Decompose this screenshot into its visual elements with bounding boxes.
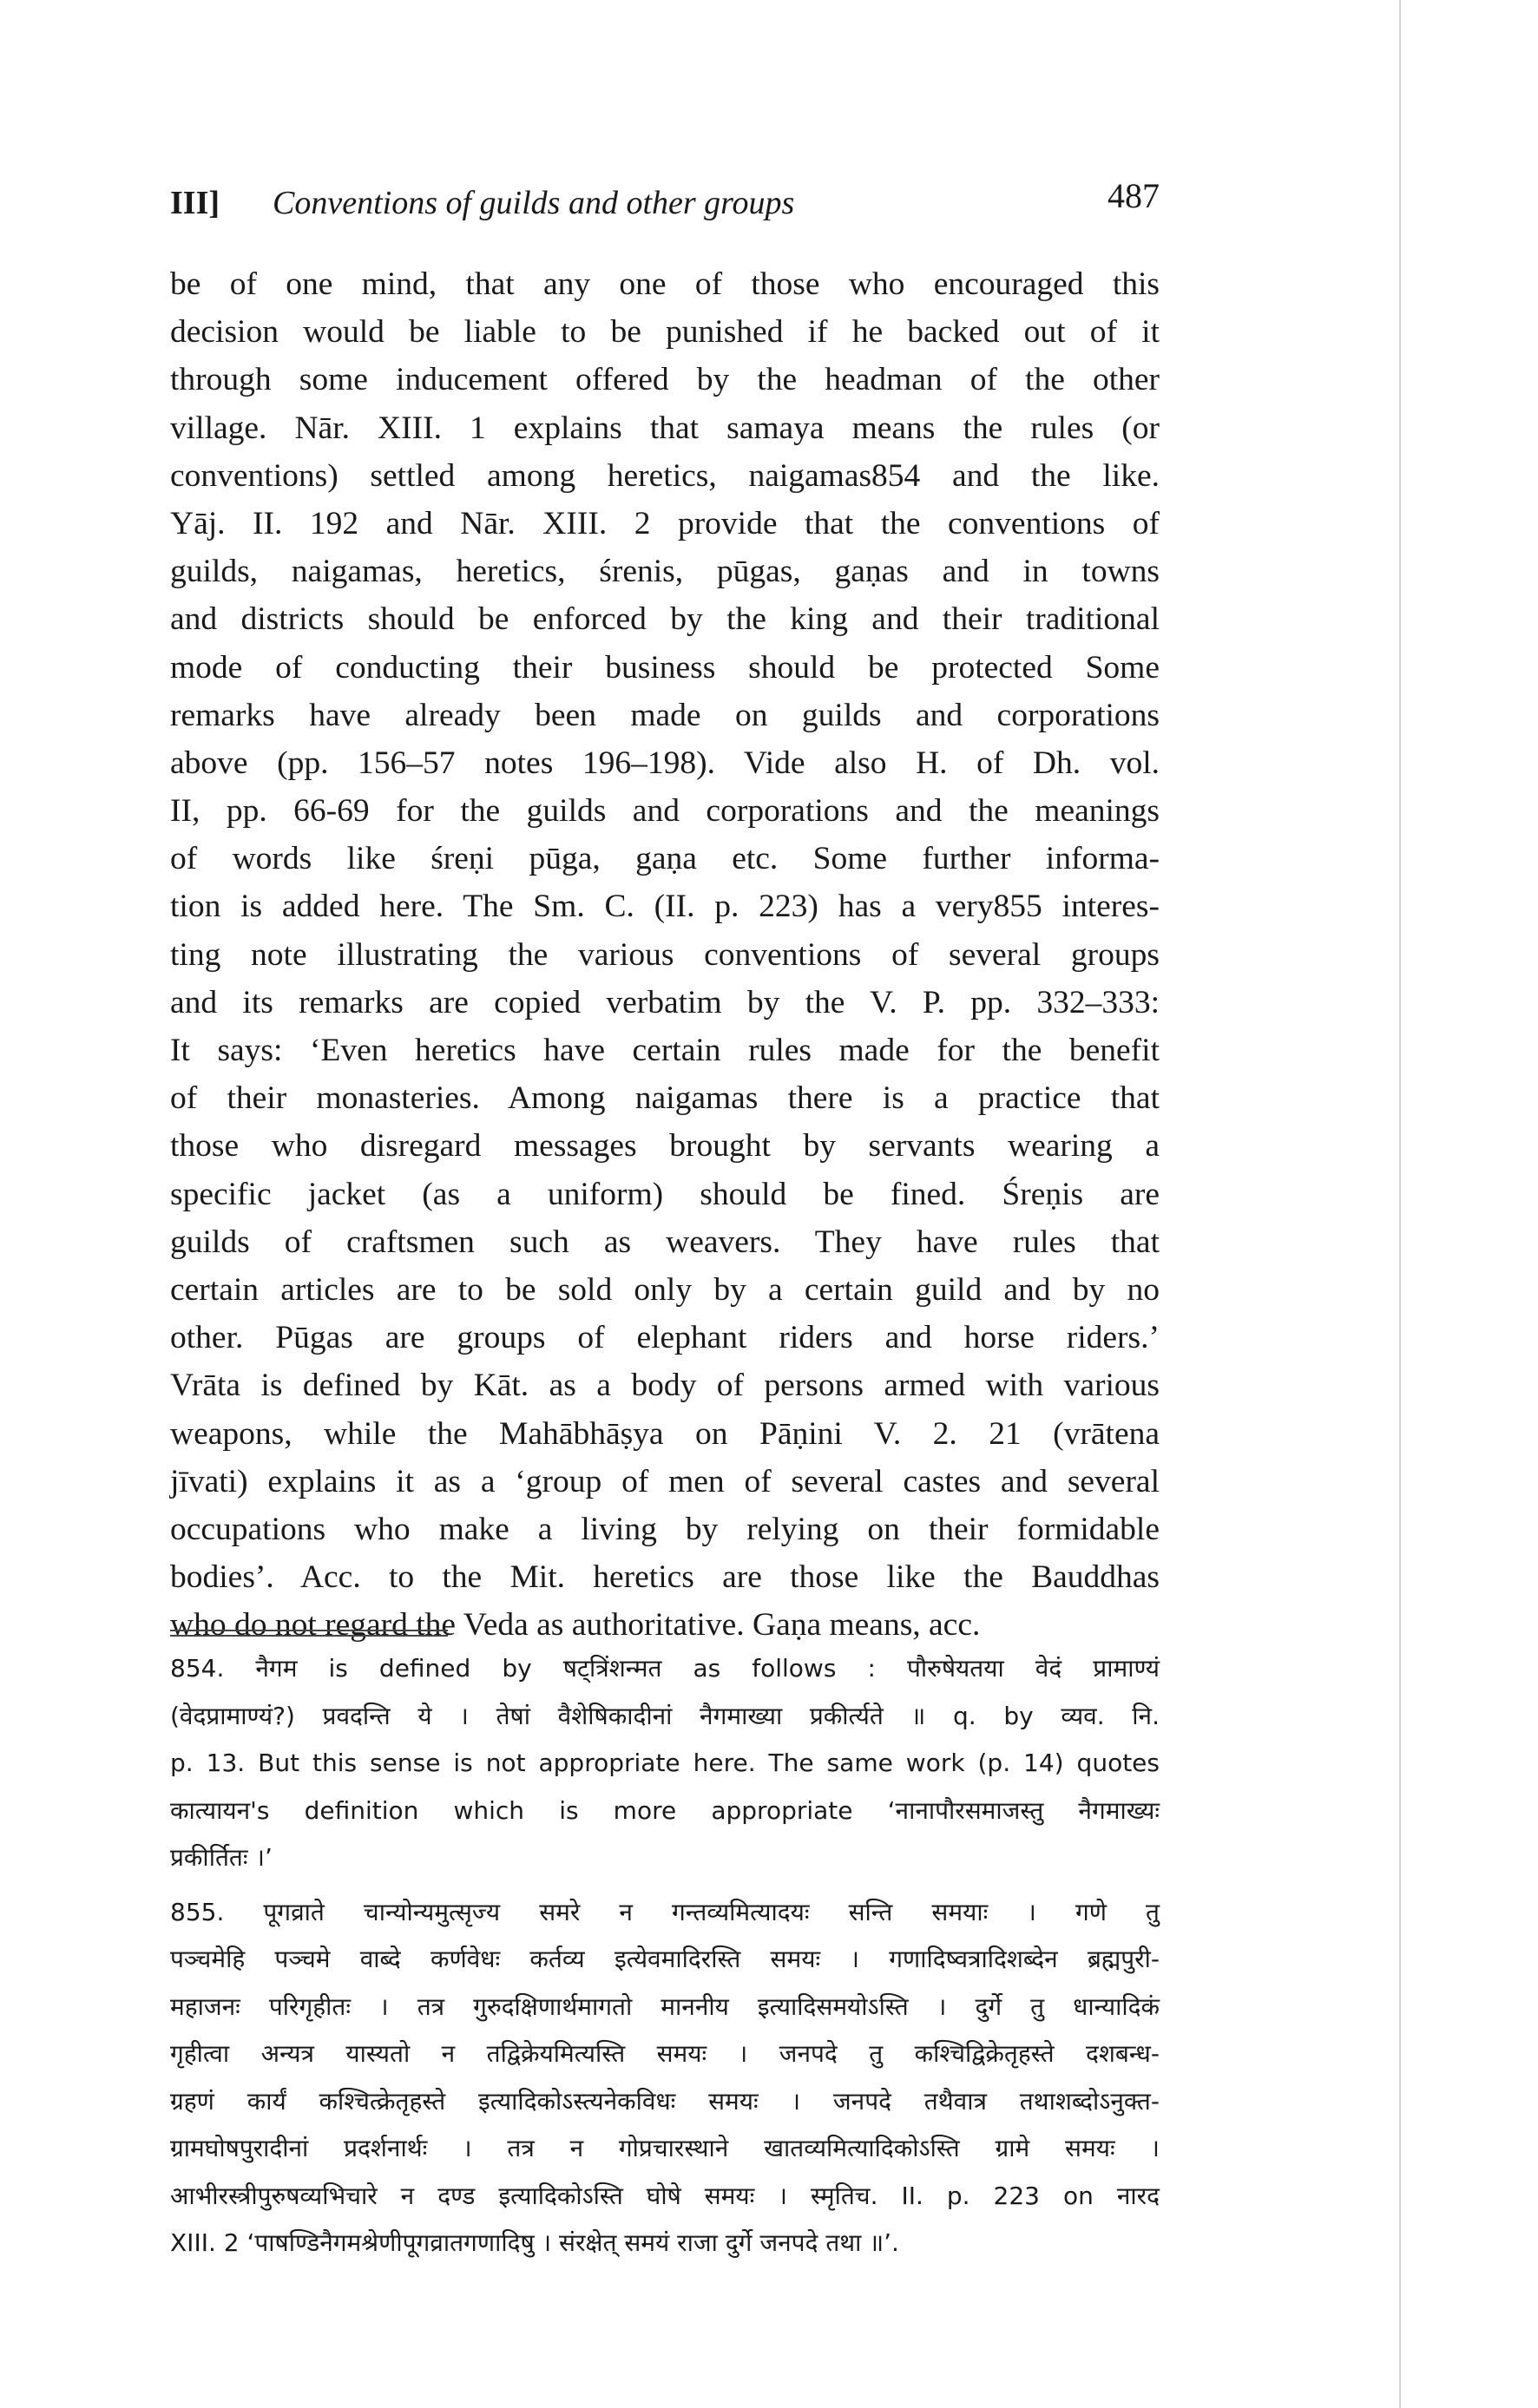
footnote-line: आभीरस्त्रीपुरुषव्यभिचारे न दण्ड इत्यादिकोऽस्ति घोषे समयः । स्मृतिच. II. p. 223 on नारद	[170, 2181, 1160, 2210]
body-line: II, pp. 66-69 for the guilds and corporations and the meanings	[170, 793, 1160, 830]
body-line: occupations who make a living by relying on their formidable	[170, 1511, 1160, 1547]
body-line: bodies’. Acc. to the Mit. heretics are those like the Bauddhas	[170, 1559, 1160, 1596]
body-line: It says: ‘Even heretics have certain rules made for the benefit	[170, 1033, 1160, 1068]
footnote-line: प्रकीर्तितः ।’	[170, 1843, 273, 1872]
body-line: of their monasteries. Among naigamas there is a practice that	[170, 1080, 1160, 1117]
body-line: certain articles are to be sold only by a certain guild and by no	[170, 1271, 1160, 1308]
body-line: specific jacket (as a uniform) should be fined. Śreṇis are	[170, 1176, 1160, 1212]
footnote-line: कात्यायन's definition which is more appropriate ‘नानापौरसमाजस्तु नैगमाख्यः	[170, 1795, 1160, 1825]
body-line: guilds, naigamas, heretics, śrenis, pūgas, gaṇas and in towns	[170, 554, 1160, 590]
body-line: be of one mind, that any one of those who encouraged this	[170, 266, 1160, 302]
body-line: decision would be liable to be punished if he backed out of it	[170, 314, 1160, 351]
body-line: of words like śreṇi pūga, gaṇa etc. Some further informa-	[170, 841, 1160, 877]
body-line: those who disregard messages brought by servants wearing a	[170, 1128, 1160, 1165]
body-line: conventions) settled among heretics, naigamas854 and the like.	[170, 457, 1160, 494]
body-line: guilds of craftsmen such as weavers. They have rules that	[170, 1224, 1160, 1260]
footnote-line: XIII. 2 ‘पाषण्डिनैगमश्रेणीपूगव्रातगणादिषु । संरक्षेत् समयं राजा दुर्गे जनपदे तथा ॥’.	[170, 2228, 899, 2257]
body-line: village. Nār. XIII. 1 explains that samaya means the rules (or	[170, 410, 1160, 446]
body-line: above (pp. 156–57 notes 196–198). Vide also H. of Dh. vol.	[170, 745, 1160, 781]
footnote-line: p. 13. But this sense is not appropriate here. The same work (p. 14) quotes	[170, 1749, 1160, 1777]
body-line: other. Pūgas are groups of elephant riders and horse riders.’	[170, 1320, 1160, 1356]
body-line: and districts should be enforced by the king and their traditional	[170, 601, 1160, 638]
section-number: III]	[170, 185, 220, 221]
footnote-line: पञ्चमेहि पञ्चमे वाब्दे कर्णवेधः कर्तव्य इत्येवमादिरस्ति समयः । गणादिष्वत्रादिशब्देन ब्रह्मपुरी-	[170, 1945, 1160, 1973]
body-line: mode of conducting their business should be protected Some	[170, 649, 1160, 686]
footnote-separator	[170, 1635, 448, 1637]
footnote-855	[170, 1889, 1160, 2267]
body-line: and its remarks are copied verbatim by the V. P. pp. 332–333:	[170, 984, 1160, 1020]
footnote-line: गृहीत्वा अन्यत्र यास्यतो न तद्विक्रेयमित्यस्ति समयः । जनपदे तु कश्चिद्विक्रेतृहस्ते दशबन्ध-	[170, 2039, 1160, 2068]
body-line: Vrāta is defined by Kāt. as a body of persons armed with various	[170, 1368, 1160, 1404]
body-line: who do not regard the Veda as authoritative. Gaṇa means, acc.	[170, 1607, 981, 1644]
footnotes	[170, 1645, 1160, 2267]
body-line: through some inducement offered by the headman of the other	[170, 362, 1160, 398]
body-line: jīvati) explains it as a ‘group of men of several castes and several	[170, 1463, 1160, 1499]
body-line: ting note illustrating the various conventions of several groups	[170, 936, 1160, 973]
body-line: Yāj. II. 192 and Nār. XIII. 2 provide that the conventions of	[170, 505, 1160, 541]
main-paragraph	[170, 260, 1160, 1649]
footnote-line: महाजनः परिगृहीतः । तत्र गुरुदक्षिणार्थमागतो माननीय इत्यादिसमयोऽस्ति । दुर्गे तु धान्यादिकं	[170, 1991, 1160, 2021]
body-line: weapons, while the Mahābhāṣya on Pāṇini V. 2. 21 (vrātena	[170, 1415, 1160, 1452]
page-header	[170, 175, 1160, 231]
running-title: Conventions of guilds and other groups	[273, 185, 795, 221]
body-line: tion is added here. The Sm. C. (II. p. 223) has a very855 interes-	[170, 889, 1160, 925]
footnote-separator	[170, 1630, 448, 1631]
body-line: remarks have already been made on guilds and corporations	[170, 697, 1160, 733]
footnote-854	[170, 1645, 1160, 1882]
footnote-line: 855. पूगव्राते चान्योन्यमुत्सृज्य समरे न गन्तव्यमित्यादयः सन्ति समयाः । गणे तु	[170, 1897, 1160, 1926]
scan-edge-rule	[1399, 0, 1401, 2408]
page-number: 487	[1107, 176, 1160, 215]
footnote-line: (वेदप्रामाण्यं?) प्रवदन्ति ये । तेषां वैशेषिकादीनां नैगमाख्या प्रकीर्त्यते ॥ q. by व्यव. नि.	[170, 1701, 1160, 1730]
footnote-line: 854. नैगम is defined by षट्त्रिंशन्मत as follows : पौरुषेयतया वेदं प्रामाण्यं	[170, 1654, 1160, 1683]
footnote-line: ग्रामघोषपुरादीनां प्रदर्शनार्थः । तत्र न गोप्रचारस्थाने खातव्यमित्यादिकोऽस्ति ग्रामे समयः ।	[170, 2134, 1160, 2162]
footnote-line: ग्रहणं कार्यं कश्चित्क्रेतृहस्ते इत्यादिकोऽस्त्यनेकविधः समयः । जनपदे तथैवात्र तथाशब्दोऽनुक्त-	[170, 2086, 1160, 2116]
